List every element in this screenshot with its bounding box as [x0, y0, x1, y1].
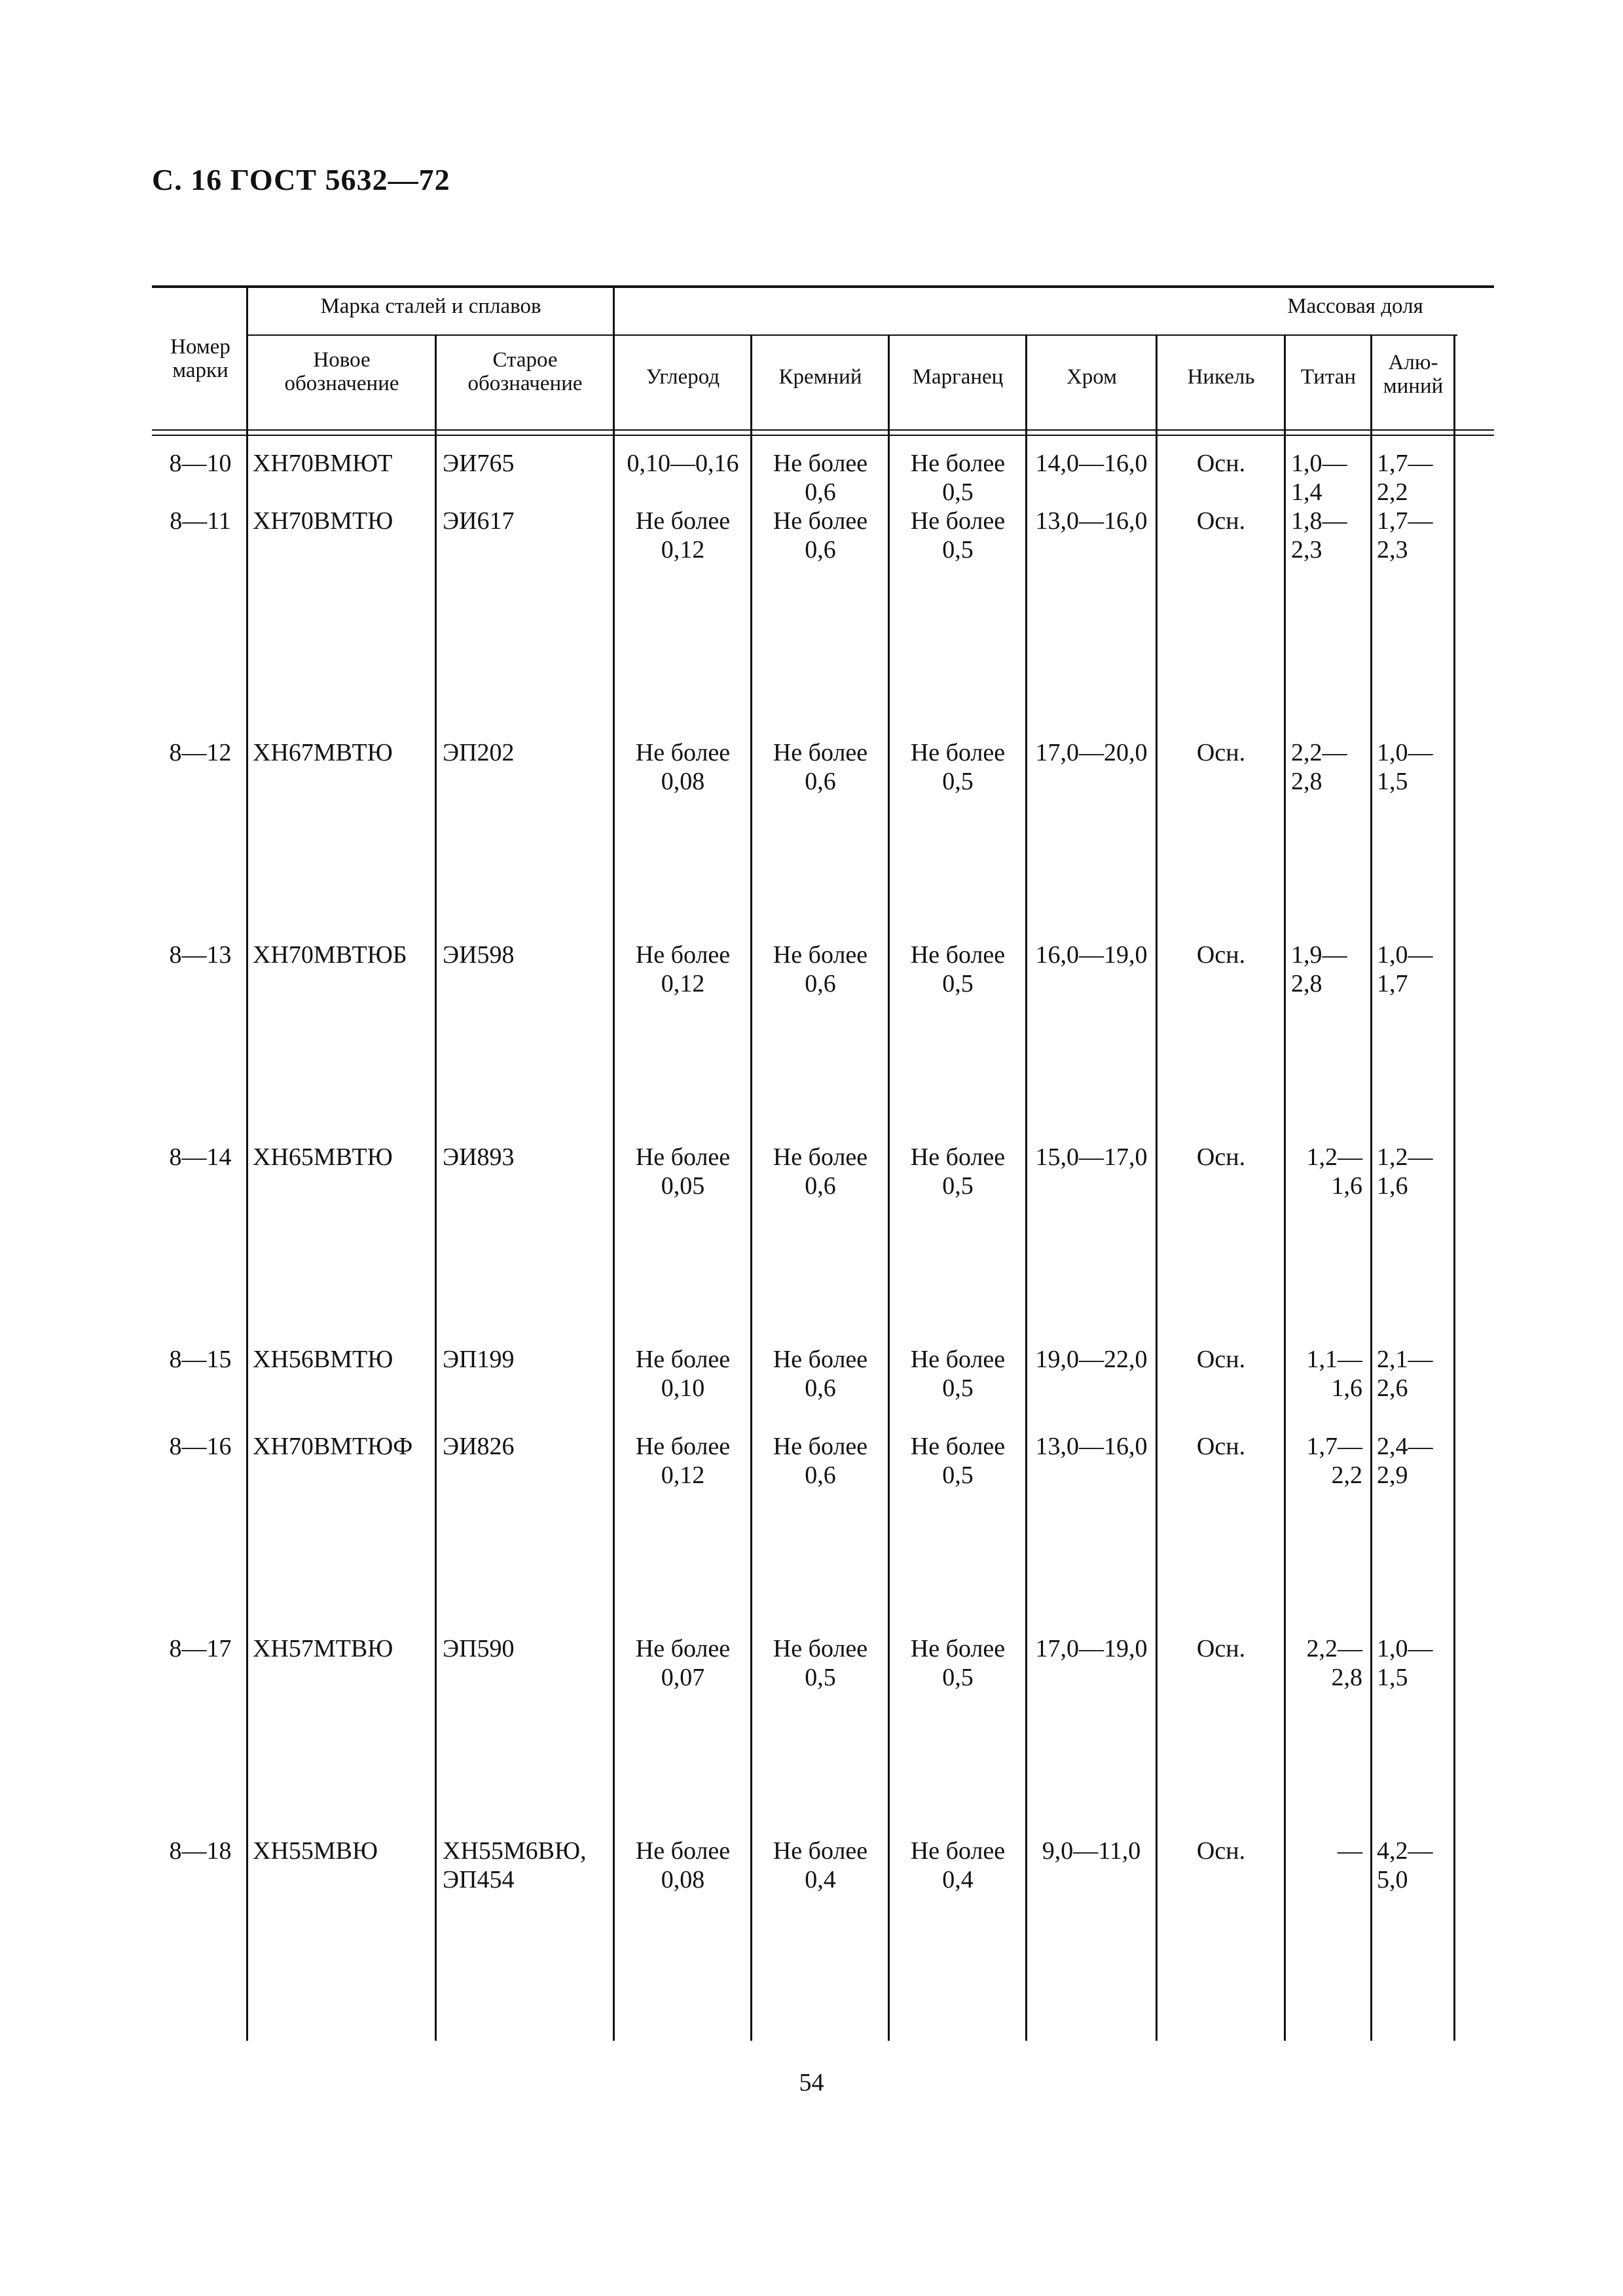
col-divider — [1156, 336, 1158, 2041]
cell-grade-no: 8—11 — [170, 507, 231, 535]
header-old-designation: Старое обозначение — [467, 348, 583, 395]
col-divider — [1025, 336, 1027, 2041]
cell-aluminum: 4,2— 5,0 — [1377, 1837, 1433, 1893]
cell-grade-no: 8—18 — [169, 1837, 232, 1865]
cell-chromium: 16,0—19,0 — [1035, 941, 1148, 969]
cell-nickel: Осн. — [1196, 1143, 1246, 1171]
header-chromium: Хром — [1066, 365, 1118, 389]
cell-titanium: 1,9— 2,8 — [1291, 941, 1347, 997]
cell-new-designation: ХН65МВТЮ — [253, 1143, 393, 1171]
col-divider — [1453, 336, 1455, 2041]
col-divider — [246, 287, 248, 2041]
header-mid-rule — [246, 334, 1457, 336]
cell-old-designation: ЭП199 — [443, 1346, 515, 1373]
col-divider — [750, 336, 752, 2041]
cell-old-designation: ЭИ617 — [443, 507, 515, 535]
header-manganese: Марганец — [912, 365, 1004, 389]
cell-aluminum: 2,4— 2,9 — [1377, 1433, 1433, 1489]
cell-carbon: Не более 0,05 — [635, 1143, 731, 1200]
page-header: С. 16 ГОСТ 5632—72 — [152, 163, 450, 196]
header-titanium: Титан — [1300, 365, 1357, 389]
cell-nickel: Осн. — [1196, 941, 1246, 969]
cell-carbon: Не более 0,10 — [635, 1346, 731, 1402]
header-bottom-rule-2 — [152, 435, 1494, 436]
cell-nickel: Осн. — [1196, 450, 1246, 477]
cell-silicon: Не более 0,5 — [773, 1635, 868, 1691]
cell-aluminum: 1,2— 1,6 — [1377, 1143, 1433, 1200]
cell-nickel: Осн. — [1196, 1433, 1246, 1460]
cell-chromium: 13,0—16,0 — [1035, 507, 1148, 535]
header-new-designation: Новое обозначение — [284, 348, 399, 395]
cell-titanium: 1,0— 1,4 — [1291, 450, 1347, 506]
cell-silicon: Не более 0,6 — [773, 941, 868, 997]
cell-chromium: 14,0—16,0 — [1035, 450, 1148, 477]
header-carbon: Углерод — [646, 365, 720, 389]
cell-titanium: — — [1338, 1837, 1362, 1865]
cell-carbon: 0,10—0,16 — [627, 450, 739, 477]
cell-carbon: Не более 0,08 — [635, 739, 731, 795]
header-grade-group: Марка сталей и сплавов — [320, 295, 541, 318]
cell-new-designation: ХН70ВМТЮФ — [253, 1433, 413, 1460]
col-divider — [435, 336, 437, 2041]
cell-grade-no: 8—17 — [169, 1635, 232, 1662]
cell-silicon: Не более 0,6 — [773, 739, 868, 795]
header-aluminum: Алю- миний — [1383, 351, 1444, 398]
cell-carbon: Не более 0,12 — [635, 941, 731, 997]
header-nickel: Никель — [1187, 365, 1255, 389]
cell-aluminum: 1,0— 1,5 — [1377, 1635, 1433, 1691]
cell-titanium: 1,1— 1,6 — [1306, 1346, 1362, 1402]
cell-old-designation: ЭИ826 — [443, 1433, 515, 1460]
cell-aluminum: 1,0— 1,5 — [1377, 739, 1433, 795]
cell-nickel: Осн. — [1196, 739, 1246, 766]
cell-old-designation: ХН55М6ВЮ, ЭП454 — [443, 1837, 587, 1893]
col-divider — [1370, 336, 1372, 2041]
cell-chromium: 15,0—17,0 — [1035, 1143, 1148, 1171]
cell-aluminum: 1,7— 2,2 — [1377, 450, 1433, 506]
cell-old-designation: ЭИ893 — [443, 1143, 515, 1171]
header-grade-no: Номер марки — [170, 335, 230, 382]
cell-silicon: Не более 0,6 — [773, 1143, 868, 1200]
col-divider — [613, 287, 615, 2041]
cell-chromium: 19,0—22,0 — [1035, 1346, 1148, 1373]
cell-new-designation: ХН67МВТЮ — [253, 739, 393, 766]
cell-titanium: 1,2— 1,6 — [1306, 1143, 1362, 1200]
cell-carbon: Не более 0,12 — [635, 1433, 731, 1489]
col-divider — [1284, 336, 1286, 2041]
cell-titanium: 2,2— 2,8 — [1306, 1635, 1362, 1691]
cell-manganese: Не более 0,5 — [910, 1635, 1006, 1691]
cell-new-designation: ХН70ВМЮТ — [253, 450, 393, 477]
cell-nickel: Осн. — [1196, 1346, 1246, 1373]
cell-grade-no: 8—14 — [169, 1143, 232, 1171]
cell-nickel: Осн. — [1196, 507, 1246, 535]
cell-chromium: 17,0—20,0 — [1035, 739, 1148, 766]
cell-chromium: 17,0—19,0 — [1035, 1635, 1148, 1662]
cell-nickel: Осн. — [1196, 1837, 1246, 1865]
cell-grade-no: 8—15 — [169, 1346, 232, 1373]
cell-grade-no: 8—10 — [169, 450, 232, 477]
cell-manganese: Не более 0,5 — [910, 1433, 1006, 1489]
cell-aluminum: 1,7— 2,3 — [1377, 507, 1433, 564]
cell-carbon: Не более 0,12 — [635, 507, 731, 564]
cell-old-designation: ЭП590 — [443, 1635, 515, 1662]
cell-new-designation: ХН70МВТЮБ — [253, 941, 407, 969]
cell-new-designation: ХН57МТВЮ — [253, 1635, 393, 1662]
cell-aluminum: 1,0— 1,7 — [1377, 941, 1433, 997]
cell-manganese: Не более 0,5 — [910, 739, 1006, 795]
cell-manganese: Не более 0,4 — [910, 1837, 1006, 1893]
cell-carbon: Не более 0,08 — [635, 1837, 731, 1893]
cell-chromium: 9,0—11,0 — [1042, 1837, 1141, 1865]
header-silicon: Кремний — [778, 365, 862, 389]
header-bottom-rule-1 — [152, 429, 1494, 431]
cell-silicon: Не более 0,6 — [773, 507, 868, 564]
cell-manganese: Не более 0,5 — [910, 1143, 1006, 1200]
cell-titanium: 2,2— 2,8 — [1291, 739, 1347, 795]
page-number: 54 — [799, 2069, 824, 2096]
cell-nickel: Осн. — [1196, 1635, 1246, 1662]
cell-grade-no: 8—12 — [169, 739, 232, 766]
cell-new-designation: ХН55МВЮ — [253, 1837, 378, 1865]
cell-carbon: Не более 0,07 — [635, 1635, 731, 1691]
cell-grade-no: 8—13 — [169, 941, 232, 969]
cell-manganese: Не более 0,5 — [910, 941, 1006, 997]
cell-aluminum: 2,1— 2,6 — [1377, 1346, 1433, 1402]
cell-old-designation: ЭИ765 — [443, 450, 515, 477]
cell-old-designation: ЭИ598 — [443, 941, 515, 969]
top-rule — [152, 285, 1494, 288]
cell-manganese: Не более 0,5 — [910, 450, 1006, 506]
cell-grade-no: 8—16 — [169, 1433, 232, 1460]
col-divider — [888, 336, 890, 2041]
cell-silicon: Не более 0,6 — [773, 450, 868, 506]
cell-titanium: 1,8— 2,3 — [1291, 507, 1347, 564]
cell-silicon: Не более 0,6 — [773, 1433, 868, 1489]
cell-new-designation: ХН56ВМТЮ — [253, 1346, 393, 1373]
cell-manganese: Не более 0,5 — [910, 507, 1006, 564]
cell-titanium: 1,7— 2,2 — [1306, 1433, 1362, 1489]
cell-silicon: Не более 0,4 — [773, 1837, 868, 1893]
cell-silicon: Не более 0,6 — [773, 1346, 868, 1402]
header-mass-fraction: Массовая доля — [1287, 295, 1423, 318]
cell-old-designation: ЭП202 — [443, 739, 515, 766]
cell-new-designation: ХН70ВМТЮ — [253, 507, 393, 535]
cell-chromium: 13,0—16,0 — [1035, 1433, 1148, 1460]
cell-manganese: Не более 0,5 — [910, 1346, 1006, 1402]
